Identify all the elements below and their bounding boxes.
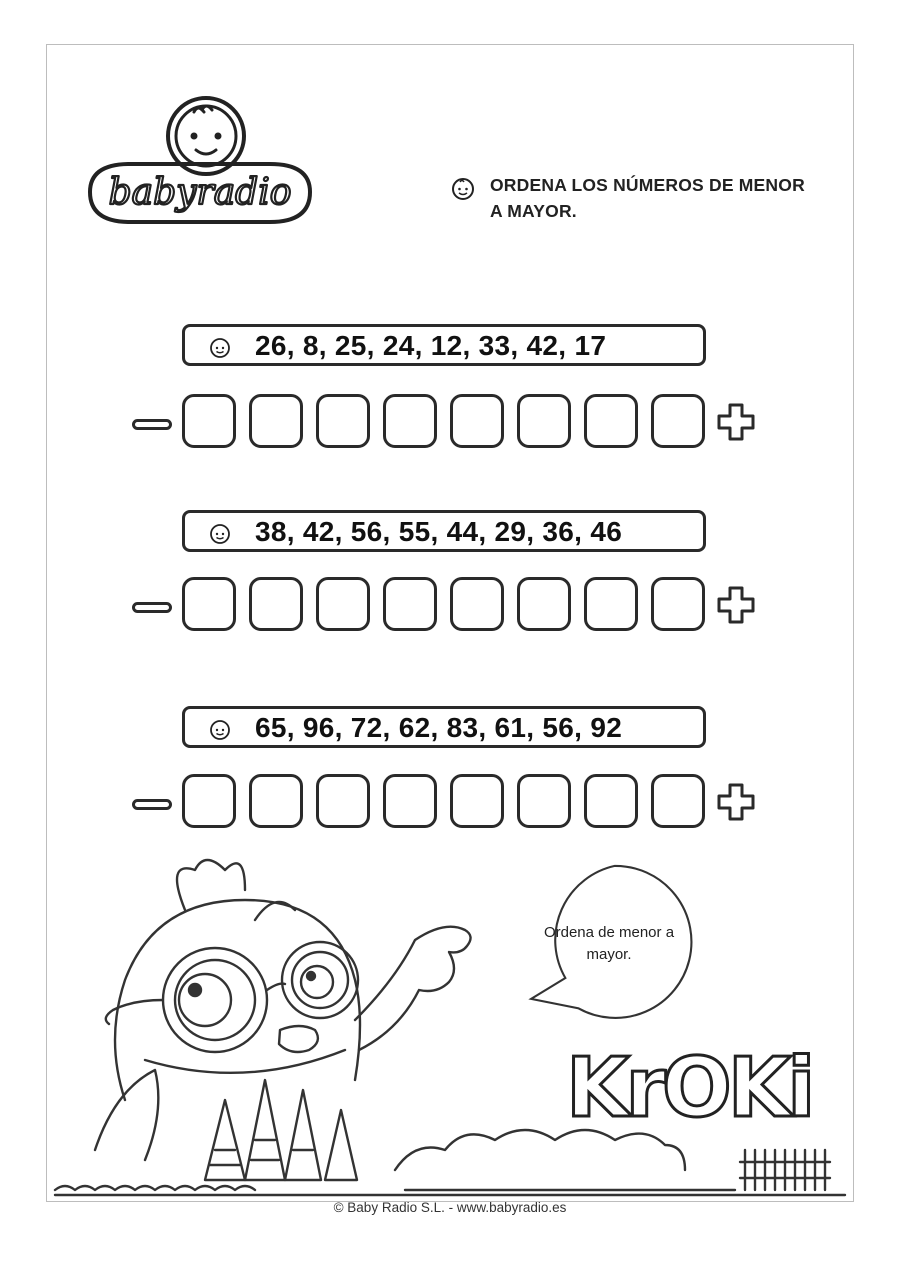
- answer-box[interactable]: [383, 577, 437, 631]
- answer-box[interactable]: [383, 774, 437, 828]
- kroki-character-illustration: [55, 850, 845, 1210]
- baby-face-icon: [207, 522, 233, 544]
- answer-row-2: [132, 577, 762, 637]
- plus-sign: [716, 585, 756, 625]
- answer-box[interactable]: [584, 577, 638, 631]
- answer-box[interactable]: [182, 577, 236, 631]
- answer-box[interactable]: [517, 394, 571, 448]
- copyright-icon: ©: [333, 1200, 344, 1215]
- answer-box[interactable]: [249, 577, 303, 631]
- answer-box[interactable]: [517, 774, 571, 828]
- minus-sign: [132, 419, 172, 430]
- answer-box[interactable]: [316, 577, 370, 631]
- answer-box[interactable]: [249, 774, 303, 828]
- answer-row-1: [132, 394, 762, 454]
- number-list: 26, 8, 25, 24, 12, 33, 42, 17: [255, 330, 607, 361]
- copyright-footer: [0, 1200, 900, 1215]
- answer-box[interactable]: [316, 774, 370, 828]
- answer-box[interactable]: [316, 394, 370, 448]
- answer-box[interactable]: [584, 774, 638, 828]
- kroki-logo: [566, 1040, 812, 1136]
- answer-box[interactable]: [651, 577, 705, 631]
- footer-text: Baby Radio S.L. - www.babyradio.es: [347, 1200, 567, 1215]
- answer-box[interactable]: [450, 394, 504, 448]
- answer-box[interactable]: [249, 394, 303, 448]
- answer-box[interactable]: [450, 774, 504, 828]
- plus-sign: [716, 782, 756, 822]
- baby-face-icon: [450, 176, 476, 200]
- answer-box[interactable]: [517, 577, 571, 631]
- answer-box[interactable]: [584, 394, 638, 448]
- baby-face-icon: [207, 336, 233, 358]
- speech-bubble-text: Ordena de menor a mayor.: [543, 924, 675, 963]
- number-list-box-3: [182, 706, 706, 748]
- kroki-wordmark: KrOKi: [566, 1041, 812, 1136]
- number-list: 65, 96, 72, 62, 83, 61, 56, 92: [255, 712, 623, 743]
- number-list-box-1: [182, 324, 706, 366]
- instruction-text: ORDENA LOS NÚMEROS DE MENOR A MAYOR.: [490, 175, 805, 221]
- number-list-box-2: [182, 510, 706, 552]
- number-list: 38, 42, 56, 55, 44, 29, 36, 46: [255, 516, 623, 547]
- answer-row-3: [132, 774, 762, 834]
- answer-box[interactable]: [651, 394, 705, 448]
- baby-face-icon: [207, 718, 233, 740]
- minus-sign: [132, 602, 172, 613]
- answer-box[interactable]: [651, 774, 705, 828]
- babyradio-logo: [70, 92, 330, 242]
- minus-sign: [132, 799, 172, 810]
- answer-box[interactable]: [383, 394, 437, 448]
- answer-box[interactable]: [182, 394, 236, 448]
- answer-box[interactable]: [182, 774, 236, 828]
- logo-wordmark: babyradio: [108, 172, 292, 213]
- plus-sign: [716, 402, 756, 442]
- answer-box[interactable]: [450, 577, 504, 631]
